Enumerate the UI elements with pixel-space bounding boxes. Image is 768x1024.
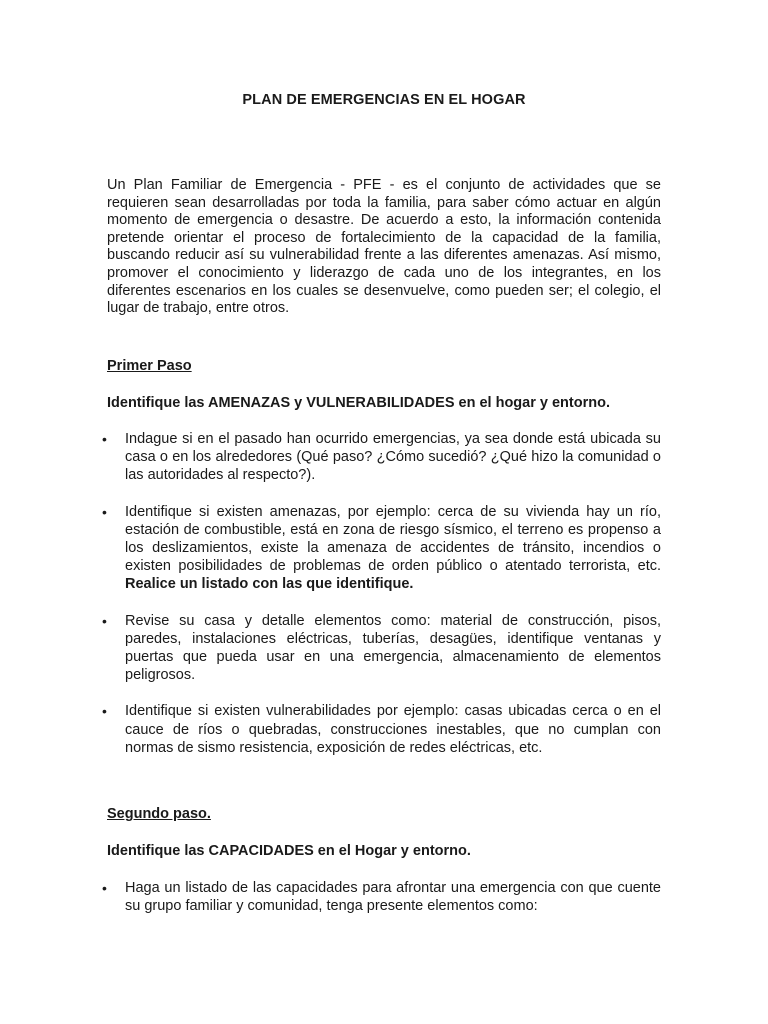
intro-paragraph: Un Plan Familiar de Emergencia - PFE - es el conjunto de actividades que se requieren sean desarrolladas por toda la familia, para saber cómo actuar en algún momento de emergencia o desastre. De acuerdo a esto, la información contenida pretende orientar el proceso de fortalecimiento de la capacidad de la familia, buscando reducir así su vulnerabilidad frente a las diferentes amenazas. Así mismo, promover el conocimiento y liderazgo de cada uno de los integrantes, en los diferentes escenarios en los cuales se desenvuelve, como pueden ser; el colegio, el lugar de trabajo, entre otros.	[107, 177, 661, 317]
step2-subheading: Identifique las CAPACIDADES en el Hogar y entorno.	[107, 843, 471, 859]
bullet-text: Indague si en el pasado han ocurrido emergencias, ya sea donde está ubicada su casa o en los alrededores (Qué paso? ¿Cómo sucedió? ¿Qué hizo la comunidad o las autoridades al respecto?).	[125, 431, 661, 484]
bullet-bold-text: Realice un listado con las que identifique.	[125, 576, 414, 593]
bullet-icon: •	[102, 431, 107, 447]
step2-bullet-list	[100, 879, 661, 915]
bullet-text: Identifique si existen vulnerabilidades por ejemplo: casas ubicadas cerca o en el cauce de ríos o quebradas, construcciones inestables, que no cumplan con normas de sismo resistencia, exposición de redes eléctricas, etc.	[125, 703, 661, 756]
list-item	[100, 702, 661, 757]
bullet-icon: •	[102, 703, 107, 720]
step2-heading: Segundo paso.	[107, 806, 211, 822]
step1-heading: Primer Paso	[107, 358, 192, 374]
bullet-text: Haga un listado de las capacidades para afrontar una emergencia con que cuente su grupo familiar y comunidad, tenga presente elementos como:	[125, 880, 661, 915]
bullet-icon: •	[102, 612, 107, 629]
list-item	[100, 879, 661, 915]
list-item	[100, 503, 661, 594]
page-title: PLAN DE EMERGENCIAS EN EL HOGAR	[242, 92, 526, 108]
step1-subheading: Identifique las AMENAZAS y VULNERABILIDADES en el hogar y entorno.	[107, 395, 610, 411]
bullet-text: Revise su casa y detalle elementos como: material de construcción, pisos, paredes, instalaciones eléctricas, tuberías, desagües, identifique ventanas y puertas que pueda usar en una emergencia, almacenamiento de elementos peligrosos.	[125, 612, 661, 684]
bullet-icon: •	[102, 880, 107, 896]
bullet-icon: •	[102, 503, 107, 520]
list-item	[100, 612, 661, 685]
bullet-text: Identifique si existen amenazas, por ejemplo: cerca de su vivienda hay un río, estación de combustible, está en zona de riesgo sísmico, el terreno es propenso a los deslizamientos, existe la amenaza de accidentes de tránsito, incendios o existen posibilidades de problemas de orden público o atentado terrorista, etc.	[125, 503, 661, 575]
step1-bullet-list	[100, 430, 661, 757]
list-item	[100, 430, 661, 485]
